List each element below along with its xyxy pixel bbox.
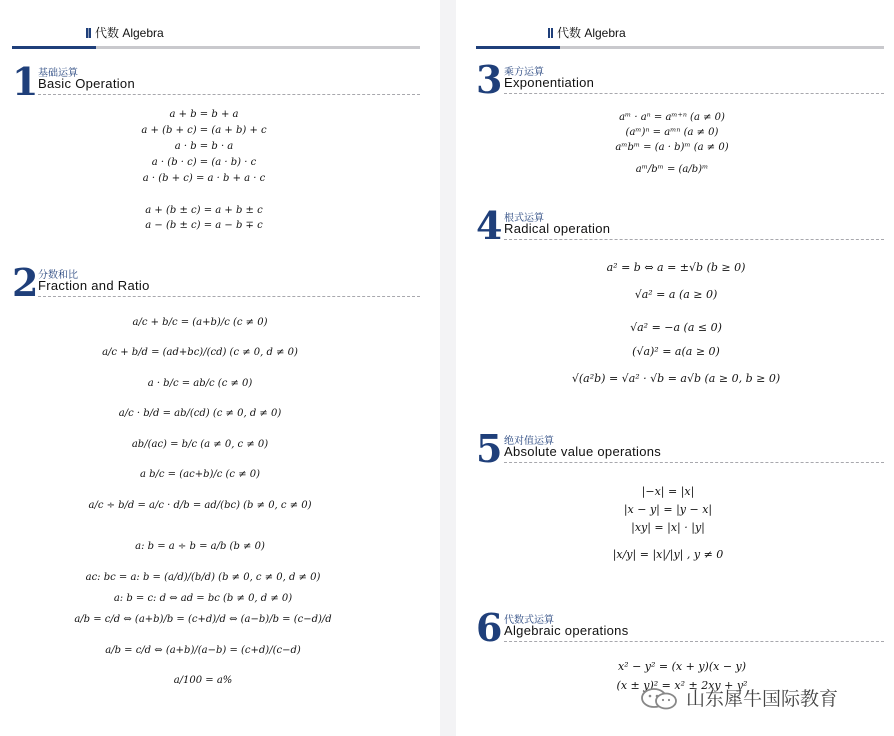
formula: ab/(ac) = b/c (a ≠ 0, c ≠ 0) bbox=[131, 439, 269, 450]
header-bar-icon bbox=[86, 28, 91, 38]
formula: a/c ÷ b/d = a/c · d/b = ad/(bc) (b ≠ 0, c ≠ 0) bbox=[88, 500, 312, 511]
formula: a/c · b/d = ab/(cd) (c ≠ 0, d ≠ 0) bbox=[118, 408, 282, 419]
formula: a − (b ± c) = a − b ∓ c bbox=[145, 220, 263, 231]
section-divider bbox=[504, 93, 884, 94]
section-divider bbox=[504, 641, 884, 642]
header-rule-accent bbox=[476, 46, 560, 49]
page-gutter bbox=[440, 0, 456, 736]
formula: √a² = a (a ≥ 0) bbox=[634, 288, 718, 301]
section-number: 2 bbox=[12, 260, 39, 305]
formula: a/b = c/d ⇔ (a+b)/b = (c+d)/d ⇔ (a−b)/b = (c−d)/d bbox=[74, 614, 332, 625]
formula: a · b = b · a bbox=[174, 141, 234, 152]
formula: a · (b + c) = a · b + a · c bbox=[142, 173, 266, 184]
formula: |x/y| = |x|/|y| , y ≠ 0 bbox=[612, 548, 724, 561]
formula: a + (b + c) = (a + b) + c bbox=[141, 125, 267, 136]
formula: √a² = −a (a ≤ 0) bbox=[630, 321, 722, 334]
page-header bbox=[86, 24, 164, 41]
wechat-icon bbox=[640, 688, 680, 710]
formula: a/c + b/d = (ad+bc)/(cd) (c ≠ 0, d ≠ 0) bbox=[102, 347, 298, 358]
section-title-en: Fraction and Ratio bbox=[38, 278, 150, 293]
header-bar-icon bbox=[548, 28, 553, 38]
header-rule-accent bbox=[12, 46, 96, 49]
section-title-cn: 根式运算 bbox=[504, 213, 544, 224]
section-divider bbox=[504, 462, 884, 463]
page-header bbox=[548, 24, 626, 41]
section-number: 3 bbox=[476, 57, 503, 102]
section-title-cn: 代数式运算 bbox=[504, 615, 554, 626]
formula: a + b = b + a bbox=[169, 109, 239, 120]
section-title-cn: 乘方运算 bbox=[504, 67, 544, 78]
section-title-en: Algebraic operations bbox=[504, 623, 629, 638]
section-title-en: Absolute value operations bbox=[504, 444, 662, 459]
watermark-text: 山东犀牛国际教育 bbox=[686, 688, 839, 710]
formula: |x − y| = |y − x| bbox=[623, 503, 713, 516]
header-label: 代数 Algebra bbox=[95, 26, 164, 40]
header-rule bbox=[476, 46, 884, 49]
section-number: 4 bbox=[476, 203, 503, 248]
section-number: 6 bbox=[476, 605, 503, 650]
formula: x² − y² = (x + y)(x − y) bbox=[617, 660, 747, 673]
section-number: 1 bbox=[12, 59, 39, 104]
formula: a · b/c = ab/c (c ≠ 0) bbox=[147, 378, 253, 389]
formula: a: b = c: d ⇔ ad = bc (b ≠ 0, d ≠ 0) bbox=[113, 593, 293, 604]
formula: a/c + b/c = (a+b)/c (c ≠ 0) bbox=[132, 317, 268, 328]
section-divider bbox=[504, 239, 884, 240]
formula: a · (b · c) = (a · b) · c bbox=[151, 157, 257, 168]
formula: aᵐ · aⁿ = aᵐ⁺ⁿ (a ≠ 0) bbox=[619, 112, 725, 123]
watermark bbox=[640, 684, 890, 712]
formula: aᵐ/bᵐ = (a/b)ᵐ bbox=[635, 164, 709, 175]
header-label: 代数 Algebra bbox=[557, 26, 626, 40]
formula: (aᵐ)ⁿ = aᵐⁿ (a ≠ 0) bbox=[625, 127, 719, 138]
formula: a² = b ⇔ a = ±√b (b ≥ 0) bbox=[606, 261, 746, 274]
section-divider bbox=[38, 296, 420, 297]
formula: aᵐbᵐ = (a · b)ᵐ (a ≠ 0) bbox=[615, 142, 729, 153]
section-title-en: Radical operation bbox=[504, 221, 611, 236]
formula: a + (b ± c) = a + b ± c bbox=[145, 205, 263, 216]
formula: a b/c = (ac+b)/c (c ≠ 0) bbox=[139, 469, 261, 480]
formula: ac: bc = a: b = (a/d)/(b/d) (b ≠ 0, c ≠ 0, d ≠ 0) bbox=[85, 572, 321, 583]
formula: (√a)² = a(a ≥ 0) bbox=[632, 345, 720, 358]
formula: a/b = c/d ⇔ (a+b)/(a−b) = (c+d)/(c−d) bbox=[105, 645, 301, 656]
page-left bbox=[0, 0, 440, 736]
section-title-cn: 绝对值运算 bbox=[504, 436, 554, 447]
section-divider bbox=[38, 94, 420, 95]
formula: |−x| = |x| bbox=[641, 485, 695, 498]
header-rule bbox=[12, 46, 420, 49]
formula: (x ± y)² = x² ± 2xy + y² bbox=[616, 679, 748, 692]
section-title-cn: 基础运算 bbox=[38, 68, 78, 79]
section-number: 5 bbox=[476, 426, 503, 471]
formula: a: b = a ÷ b = a/b (b ≠ 0) bbox=[135, 541, 265, 552]
formula: √(a²b) = √a² · √b = a√b (a ≥ 0, b ≥ 0) bbox=[571, 372, 781, 385]
section-title-en: Basic Operation bbox=[38, 76, 135, 91]
section-title-en: Exponentiation bbox=[504, 75, 595, 90]
formula: a/100 = a% bbox=[173, 675, 233, 686]
formula: |xy| = |x| · |y| bbox=[631, 521, 705, 534]
page-right bbox=[456, 0, 894, 736]
section-title-cn: 分数和比 bbox=[38, 270, 78, 281]
